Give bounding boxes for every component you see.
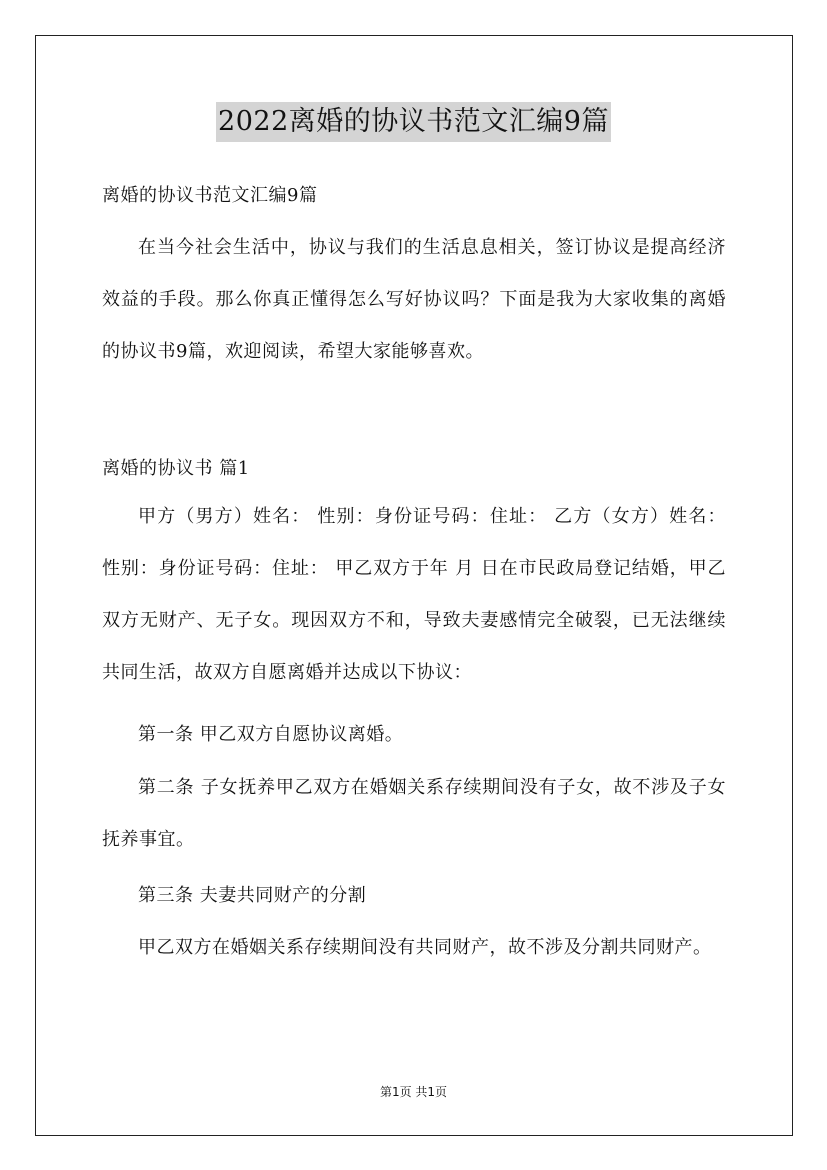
paragraph-property: 甲乙双方在婚姻关系存续期间没有共同财产，故不涉及分割共同财产。 (138, 937, 712, 958)
title-container (0, 102, 827, 142)
section-heading: 离婚的协议书 篇1 (102, 458, 250, 479)
intro-paragraph: 在当今社会生活中，协议与我们的生活息息相关，签订协议是提高经济效益的手段。那么你真正懂得怎么写好协议吗？下面是我为大家收集的离婚的协议书9篇，欢迎阅读，希望大家能够喜欢。 (102, 237, 726, 362)
paragraph-article-3: 第三条 夫妻共同财产的分割 (138, 885, 367, 906)
paragraph-article-1: 第一条 甲乙双方自愿协议离婚。 (138, 724, 404, 745)
page-footer: 第1页 共1页 (379, 1085, 448, 1099)
paragraph-article-2: 第二条 子女抚养甲乙双方在婚姻关系存续期间没有子女，故不涉及子女抚养事宜。 (102, 777, 726, 850)
document-subtitle: 离婚的协议书范文汇编9篇 (102, 185, 318, 206)
paragraph-parties: 甲方（男方）姓名： 性别：身份证号码：住址： 乙方（女方）姓名： 性别：身份证号码：住址： 甲乙双方于年 月 日在市民政局登记结婚，甲乙双方无财产、无子女。现因双方不和，导致夫妻感情完全破裂，已无法继续共同生活，故双方自愿离婚并达成以下协议： (102, 506, 726, 683)
document-title: 2022离婚的协议书范文汇编9篇 (216, 102, 611, 142)
